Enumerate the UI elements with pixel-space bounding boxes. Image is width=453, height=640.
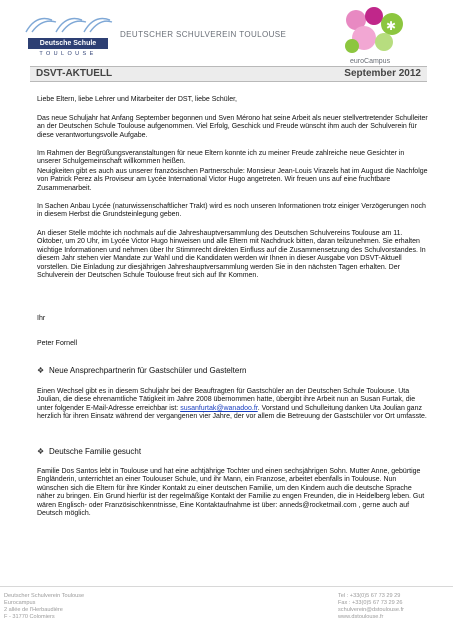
footer-address — [4, 593, 84, 621]
diamond-bullet-icon: ❖ — [37, 366, 45, 375]
section-heading-text: Deutsche Familie gesucht — [49, 447, 142, 456]
logo-school-name: Deutsche Schule — [28, 38, 108, 49]
footer-website[interactable]: www.dstoulouse.fr — [338, 614, 384, 620]
greeting: Liebe Eltern, liebe Lehrer und Mitarbeiter der DST, liebe Schüler, — [37, 96, 237, 103]
organization-title: DEUTSCHER SCHULVEREIN TOULOUSE — [120, 30, 287, 39]
footer-divider — [0, 586, 453, 587]
svg-text:✱: ✱ — [386, 19, 397, 33]
paragraph-3: Neuigkeiten gibt es auch aus unserer französischen Partnerschule: Monsieur Jean-Louis Virazels hat im August die Nachfolge von Patrick Perez als Proviseur am Lycée International Victor Hugo angetreten. Wir freuen uns auf eine fruchtbare Zusammenarbeit. — [37, 168, 428, 192]
closing: Ihr — [37, 315, 46, 322]
section-heading-text: Neue Ansprechpartnerin für Gastschüler und Gasteltern — [49, 366, 247, 375]
footer-phone: Tel : +33(0)5 67 73 29 29 — [338, 593, 401, 599]
paragraph-1: Das neue Schuljahr hat Anfang September begonnen und Sven Mérono hat seine Arbeit als neuer stellvertretender Schulleiter an der Deutschen Schule Toulouse aufgenommen. Viel Erfolg, Geschick und Freude wünscht ihm auch der Schulverein für diese verantwortungsvolle Aufgabe. — [37, 115, 428, 139]
footer-line: F - 31770 Colomiers — [4, 614, 55, 620]
footer-fax: Fax : +33(0)5 67 73 29 26 — [338, 600, 403, 606]
newsletter-title: DSVT-AKTUELL — [36, 68, 113, 79]
deutsche-schule-logo — [20, 10, 116, 60]
paragraph-4: In Sachen Anbau Lycée (naturwissenschaftlicher Trakt) wird es noch unseren Informationen trotz einiger Verzögerungen noch in diesem Herbst die Grundsteinlegung geben. — [37, 203, 426, 219]
section-gastschueler-text — [37, 388, 429, 422]
wave-lines-icon — [22, 12, 114, 34]
section-heading-gastschueler — [37, 366, 246, 375]
footer-contact — [338, 593, 404, 621]
section-text-part-1: Einen Wechsel gibt es in diesem Schuljahr bei der Beauftragten für Gastschüler an der Deutschen Schule Toulouse. Uta Joulian, die diese ehrenamtliche Tätigkeit im Jahre 2008 übernommen hatte, übergibt ihre Arbeit nun an Susan Furtak, die unter folgender E-Mail-Adresse erreichbar ist: — [37, 388, 416, 412]
section-text-part-2: . Vorstand und Schulleitung danken Uta Joulian ganz herzlich für ihren Einsatz während der vergangenen vier Jahre, der vor allem die Betreuung der Gastschüler vor Ort umfasste. — [37, 404, 427, 421]
issue-date: September 2012 — [344, 68, 421, 79]
eurocampus-label: euroCampus — [350, 58, 391, 65]
logo-city: TOULOUSE — [39, 51, 97, 57]
footer-email[interactable]: schulverein@dstoulouse.fr — [338, 607, 404, 613]
signature: Peter Fornell — [37, 340, 78, 347]
footer-line: Eurocampus — [4, 600, 36, 606]
paragraph-5: An dieser Stelle möchte ich nochmals auf die Jahreshauptversammlung des Deutschen Schulvereins Toulouse am 11. Oktober, um 20 Uhr, im Lycée Victor Hugo hinweisen und alle Eltern mit Nachdruck bitten, daran teilzunehmen. Sie erhalten wichtige Informationen und nehmen über Ihr Stimmrecht direkten Einfluss auf die Zusammensetzung des Schulvorstandes. In diesem Jahr stehen vier Mandate zur Wahl und die Kandidaten werden wir Ihnen in dieser Ausgabe von DSVT-Aktuell vorstellen. Die Einladung zur diesjährigen Jahreshauptversammlung werden Sie in den nächsten Tagen erhalten. Der Schulverein der Deutschen Schule Toulouse freut sich auf Ihr Kommen. — [37, 230, 426, 280]
footer-line: 2 allée de l'Herbaudière — [4, 607, 63, 613]
section-familie-text: Familie Dos Santos lebt in Toulouse und hat eine achtjährige Tochter und einen sechsjährigen Sohn. Mutter Anne, gebürtige Engländerin, unterrichtet an einer Toulouser Schule, und ihr Mann, ein Franzose, arbeitet ebenfalls in Toulouse. Nun wünschen sich die Eltern für ihre Kinder Kontakt zu einer deutschen Familie, um den Kindern auch die deutsche Sprache näher zu bringen. Ein Grund hierfür ist der regelmäßige Kontakt der Familie zu engen Freunden, die in Heidelberg leben. Gut wären Englisch- oder Französischkenntnisse, Eine Kontaktaufnahme ist über: anneds@rocketmail.com , gerne auch auf Deutsch möglich. — [37, 468, 425, 518]
diamond-bullet-icon: ❖ — [37, 447, 45, 456]
footer-line: Deutscher Schulverein Toulouse — [4, 593, 85, 599]
title-band — [30, 66, 427, 82]
section-heading-familie — [37, 447, 141, 456]
email-link[interactable]: susanfurtak@wanadoo.fr — [180, 404, 258, 412]
paragraph-2: Im Rahmen der Begrüßungsveranstaltungen für neue Eltern konnte ich zu meiner Freude zahlreiche neue Gesichter in unserer Schulgemeinschaft willkommen heißen. — [37, 150, 405, 166]
